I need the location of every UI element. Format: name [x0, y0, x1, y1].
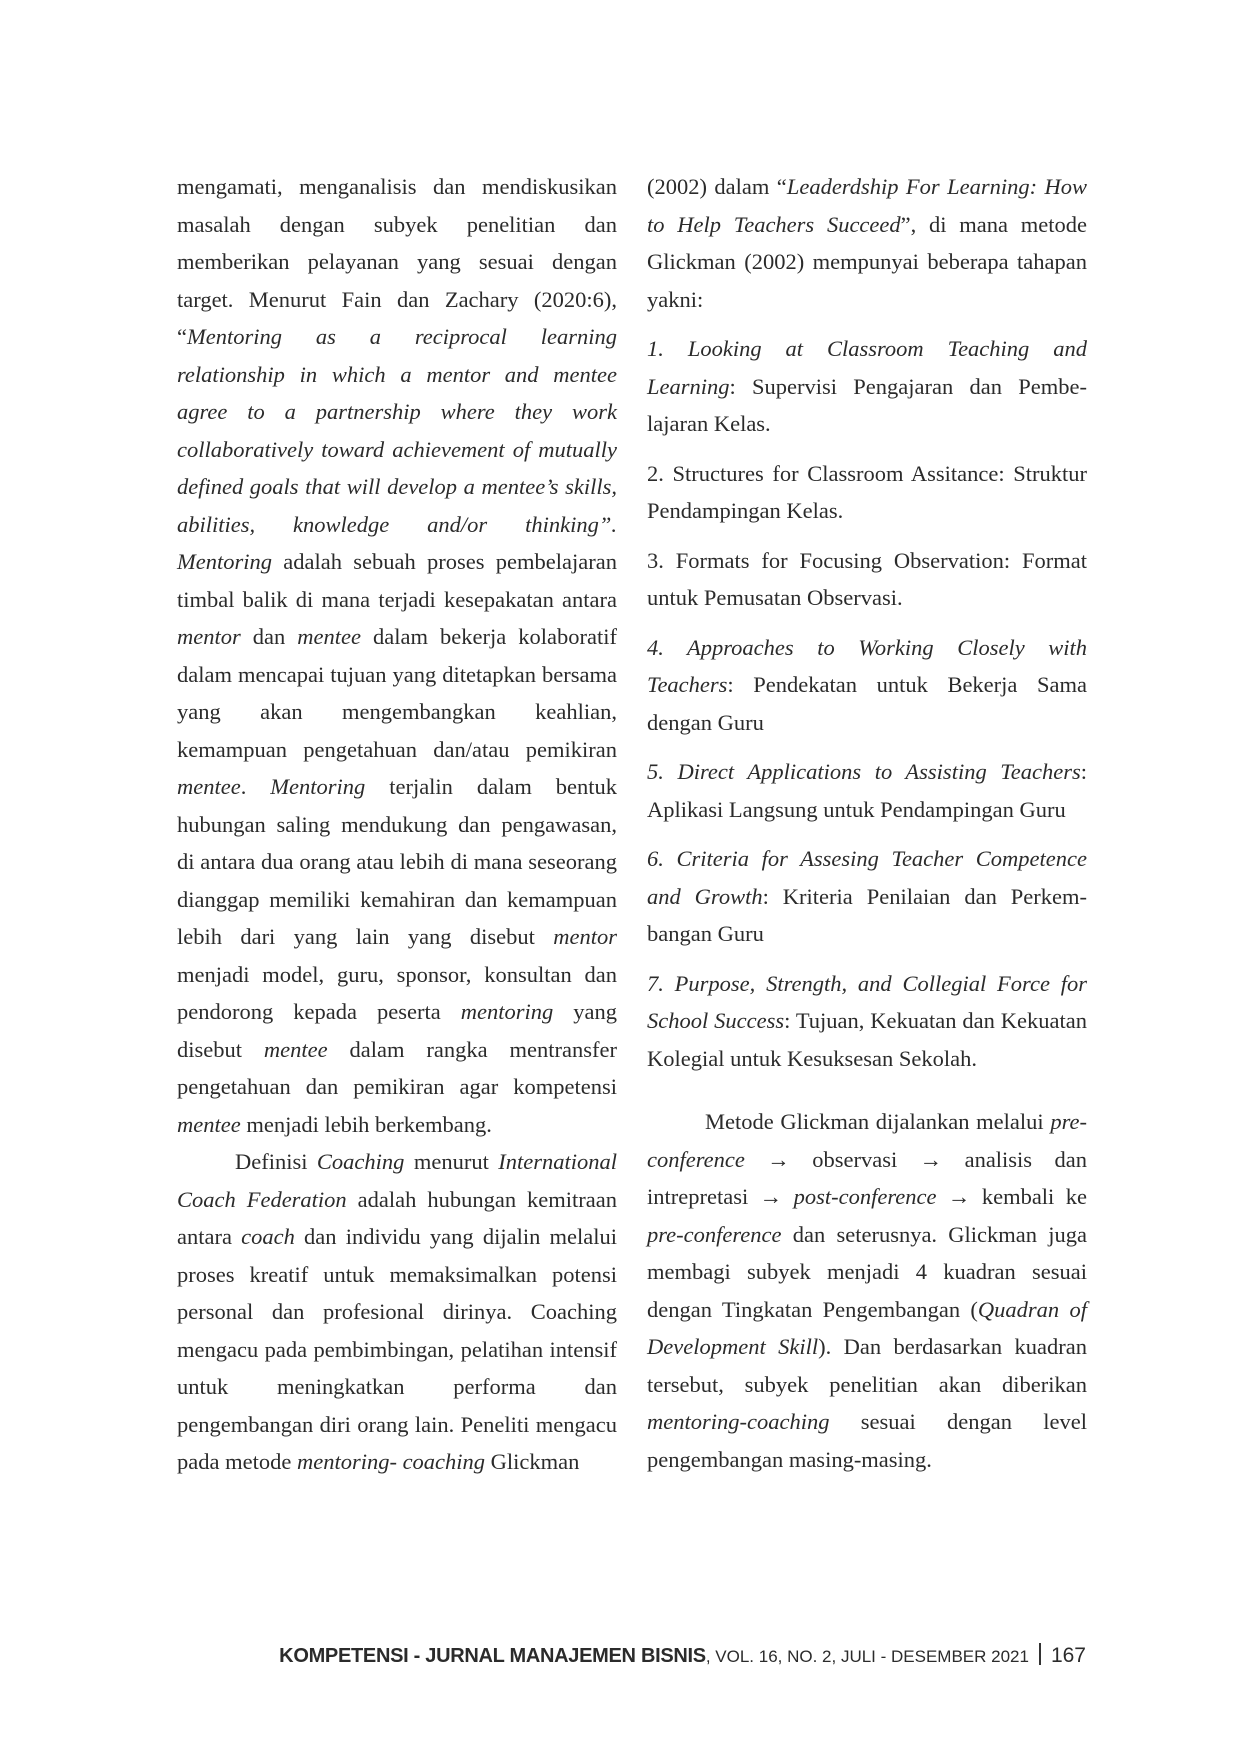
stage-item-5 [647, 753, 1087, 828]
book-title-italic: Leaderdship For Learning: How to Help Teachers Succeed [647, 174, 1088, 237]
text-run: Definisi [235, 1149, 317, 1174]
stage-item-7 [647, 965, 1087, 1078]
stage-item-4 [647, 629, 1087, 742]
term-italic: mentee [177, 774, 241, 799]
quote-italic: Mentoring as a reciprocal learning relationship in which a mentor and mentee agree to a partnership where they work collaboratively toward achievement of mutually defined goals that will develop a mentee’s skills, abilities, knowledge and/or thinking”. Mentoring [177, 324, 617, 574]
stage-english-italic: 7. Purpose, Strength, and Collegial Force for School Success [647, 970, 1087, 1033]
page-number: 167 [1050, 1644, 1086, 1667]
page-footer [0, 1643, 1086, 1668]
stage-item-2 [647, 455, 1087, 530]
stage-english-italic: 1. Looking at Classroom Teaching and Learning [647, 336, 1087, 399]
term-italic: mentoring- coaching [296, 1449, 486, 1474]
footer-divider [1039, 1643, 1041, 1665]
journal-volume: , VOL. 16, NO. 2, JULI - DESEMBER 2021 [705, 1647, 1029, 1666]
text-run: menjadi lebih berkembang. [240, 1111, 492, 1137]
journal-title: KOMPETENSI - JURNAL MANAJEMEN BISNIS [279, 1645, 706, 1667]
term-italic: mentee [177, 1111, 241, 1137]
right-column [647, 168, 1087, 1478]
stage-translation: : Aplikasi Langsung untuk Pendampingan Guru [647, 759, 1087, 822]
text-run: dan individu yang dijalin melalui proses kreatif untuk memaksimalkan potensi personal dan profesional dirinya. Coaching mengacu pada pembimbingan, pelatihan intensif untuk meningkatkan performa dan pengembangan diri orang lain. Peneliti mengacu pada metode [177, 1224, 617, 1474]
mentoring-paragraph [177, 168, 617, 1143]
term-italic: mentoring-coaching [647, 1409, 830, 1434]
text-run: . [240, 774, 271, 799]
term-italic: Mentoring [270, 774, 366, 799]
term-italic: mentoring [460, 999, 554, 1024]
text-run: → kembali ke [936, 1184, 1087, 1209]
text-run: terjalin dalam bentuk hubungan saling mendukung dan pengawasan, di antara dua orang atau lebih di mana seseorang dianggap memiliki kemahiran dan kemampuan lebih dari yang lain yang disebut [177, 774, 618, 949]
text-run: dalam rangka mentransfer pengetahuan dan pemikiran agar kompetensi [177, 1036, 617, 1099]
term-italic: mentor [553, 924, 617, 949]
text-run: menjadi model, guru, sponsor, konsultan dan pendorong kepada peserta [177, 961, 617, 1024]
text-run: dan [240, 624, 298, 649]
coaching-paragraph [177, 1143, 617, 1481]
stage-item-3 [647, 542, 1087, 617]
stage-english-italic: 6. Criteria for Assesing Teacher Competence and Growth [647, 846, 1087, 909]
text-run: (2002) dalam “ [647, 174, 787, 199]
term-italic: pre-conference [647, 1221, 782, 1247]
stage-translation: : Kriteria Penilaian dan Perkembangan Guru [647, 883, 1088, 946]
text-run: dan seterusnya. Glickman juga membagi subyek menjadi 4 kuadran sesuai dengan Tingkatan Pengembangan ( [647, 1221, 1087, 1322]
text-run: menurut [404, 1149, 499, 1174]
stage-item-6 [647, 840, 1087, 953]
left-column [177, 168, 617, 1481]
stage-translation: : Pendekatan untuk Bekerja Sama dengan Guru [647, 672, 1087, 735]
term-italic: mentee [297, 624, 362, 649]
text-run: adalah sebuah proses pembelajaran timbal balik di mana terjadi kesepakatan antara [177, 549, 617, 612]
text-run: ”, di mana metode Glickman (2002) mempunyai beberapa tahapan yakni: [647, 211, 1087, 312]
term-italic: Quadran of Development Skill [647, 1296, 1087, 1359]
term-italic: mentee [263, 1036, 328, 1062]
stage-english: 3. Formats for Focusing Observation: Format untuk Pemusatan Observasi. [647, 547, 1087, 610]
stage-english: 2. Structures for Classroom Assitance: Struktur Pendampingan Kelas. [647, 460, 1087, 523]
term-italic: Coaching [316, 1149, 405, 1174]
stage-english-italic: 5. Direct Applications to Assisting Teachers [647, 759, 1081, 784]
term-italic: International Coach Federation [177, 1149, 617, 1212]
text-run: → observasi → analisis dan intrepretasi → [647, 1146, 1087, 1209]
text-run: Glickman [485, 1449, 580, 1474]
text-run: ). Dan berdasarkan kuadran tersebut, subyek penelitian akan diberikan [647, 1334, 1087, 1397]
text-run: Metode Glickman dijalankan melalui [705, 1109, 1051, 1134]
text-run: mengamati, menganalisis dan mendiskusikan masalah dengan subyek penelitian dan memberikan pelayanan yang sesuai dengan target. Menurut Fain dan Zachary (2020:6), “ [177, 174, 617, 349]
stage-translation: : Supervisi Pengajaran dan Pembelajaran Kelas. [647, 373, 1087, 436]
text-run: dalam bekerja kolaboratif dalam mencapai tujuan yang ditetapkan bersama yang akan mengembangkan keahlian, kemampuan pengetahuan dan/atau pemikiran [177, 624, 617, 762]
text-run: yang disebut [177, 999, 617, 1062]
term-italic: mentor [177, 624, 241, 649]
term-italic: post-conference [793, 1184, 937, 1209]
glickman-intro [647, 168, 1087, 318]
glickman-method-paragraph [647, 1103, 1087, 1478]
stage-english-italic: 4. Approaches to Working Closely with Teachers [647, 634, 1087, 697]
text-run: sesuai dengan level pengembangan masing-masing. [647, 1409, 1087, 1472]
stage-item-1 [647, 330, 1087, 443]
stage-translation: : Tujuan, Kekuatan dan Kekuatan Kolegial untuk Kesuksesan Sekolah. [647, 1008, 1087, 1071]
term-italic: coach [241, 1224, 295, 1249]
term-italic: pre-conference [647, 1109, 1087, 1172]
text-run: adalah hubungan kemitraan antara [177, 1186, 617, 1249]
